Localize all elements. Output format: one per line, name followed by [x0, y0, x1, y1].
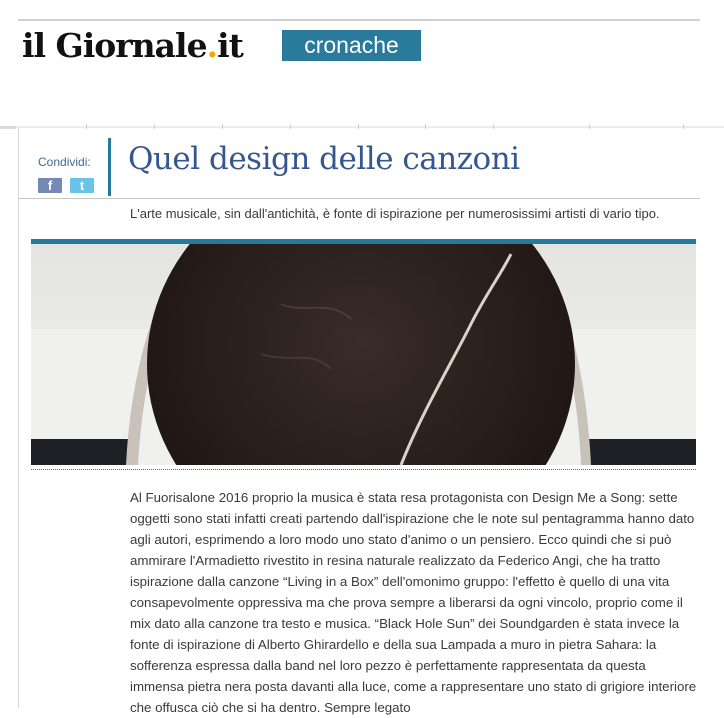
nav-separator	[589, 124, 590, 129]
twitter-icon: t	[79, 178, 85, 193]
title-accent-bar	[108, 138, 111, 196]
article-subtitle: L'arte musicale, sin dall'antichità, è fonte di ispirazione per numerosissimi artisti di vario tipo.	[130, 206, 660, 221]
nav-stub	[0, 126, 16, 129]
nav-separator	[222, 124, 223, 129]
content-left-border	[18, 128, 19, 708]
share-label: Condividi:	[38, 155, 91, 169]
logo-dot: .	[206, 26, 218, 65]
lamp-photo-icon	[31, 244, 696, 465]
image-bottom-divider	[31, 469, 696, 470]
title-divider	[18, 198, 700, 199]
nav-bar	[0, 126, 724, 128]
facebook-icon: f	[47, 178, 53, 193]
article-title: Quel design delle canzoni	[128, 141, 520, 177]
nav-separator	[358, 124, 359, 129]
article-body: Al Fuorisalone 2016 proprio la musica è stata resa protagonista con Design Me a Song: sette oggetti sono stati infatti creati partendo dall'ispirazione che le note sul pentagramma hanno dato agli autori, esprimendo a loro modo uno stato d'animo o un pensiero. Ecco quindi che si può ammirare l'Armadietto rivestito in resina naturale realizzato da Federico Angi, che ha tratto ispirazione dalla canzone “Living in a Box” dell'omonimo gruppo: l'effetto è quello di una vita consapevolmente oppressiva ma che prova sempre a liberarsi da ogni vincolo, proprio come il mix dato alla canzone tra testo e musica. “Black Hole Sun” dei Soundgarden è stata invece la fonte di ispirazione di Alberto Ghirardello e della sua Lampada a muro in pietra Sahara: la sofferenza espressa dalla band nel loro pezzo è perfettamente rappresentata da questa immensa pietra nera posta davanti alla luce, come a rappresentare uno stato di grigiore interiore che offusca ciò che si ha dentro. Sempre legato	[130, 490, 697, 715]
header-top-rule	[18, 19, 700, 21]
nav-separator	[493, 124, 494, 129]
nav-separator	[683, 124, 684, 129]
section-badge-cronache[interactable]: cronache	[282, 30, 421, 61]
nav-separator	[86, 124, 87, 129]
nav-separator	[425, 124, 426, 129]
nav-separator	[290, 124, 291, 129]
site-logo[interactable]	[22, 26, 243, 66]
article-hero-image	[31, 244, 696, 465]
logo-main: il Giornale	[22, 26, 207, 65]
facebook-share-button[interactable]	[38, 178, 62, 193]
nav-separator	[154, 124, 155, 129]
twitter-share-button[interactable]	[70, 178, 94, 193]
logo-tld: it	[217, 26, 243, 65]
